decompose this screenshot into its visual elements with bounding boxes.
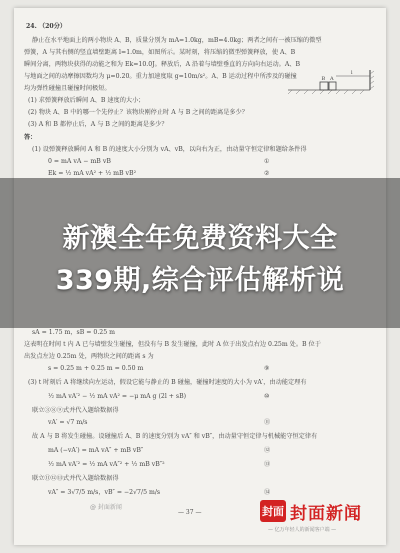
- intro-line: 弹簧，A 与其右侧的竖直墙壁距离 l=1.0m，如图所示。某时刻，将压缩的微型弹簧释放，使 A、B: [24, 49, 296, 56]
- eq-number: ⑬: [264, 461, 271, 468]
- question-label: 24. （20分）: [26, 23, 67, 30]
- intro-line: 与地面之间的动摩擦因数均为 μ=0.20。重力加速度取 g=10m/s²。A、B 运动过程中所涉及的碰撞: [24, 73, 297, 80]
- equation: ½ mA vA′² = ½ mA vA″² + ½ mB vB″²: [48, 461, 165, 468]
- banner-title-line-1: 新澳全年免费资料大全: [62, 223, 338, 254]
- sub-question: (1) 求弹簧释放后瞬间 A、B 速度的大小；: [28, 97, 145, 104]
- solution-line: (1) 设弹簧释放瞬间 A 和 B 的速度大小分别为 vA、vB，以向右为正，由动量守恒定律和题给条件得: [32, 146, 307, 153]
- eq-number: ⑩: [264, 393, 270, 400]
- eq-number: ⑫: [264, 447, 271, 454]
- solution-line: 出发点左边 0.25m 处，两物块之间的距离 s 为: [24, 353, 154, 360]
- solution-line: 故 A 与 B 将发生碰撞。设碰撞后 A、B 的速度分别为 vA″ 和 vB″，由动量守恒定律与机械能守恒定律有: [32, 433, 318, 440]
- solution-line: sA = 1.75 m，sB = 0.25 m: [32, 329, 116, 336]
- page-number: — 37 —: [178, 509, 202, 516]
- banner-title-line-2: 339期,综合评估解析说: [55, 265, 345, 296]
- title-banner: [0, 178, 400, 328]
- solution-line: (3) t 时刻后 A 将继续向左运动，假设它能与静止的 B 碰撞，碰撞时速度的大小为 vA′，由动能定理有: [28, 379, 307, 386]
- equation: vA′ = √7 m/s: [48, 419, 88, 426]
- figure-label-a: A: [330, 76, 334, 82]
- eq-number: ⑨: [264, 365, 270, 372]
- source-logo: [260, 497, 382, 525]
- equation: s = 0.25 m + 0.25 m = 0.50 m: [48, 365, 144, 372]
- intro-line: 瞬间分离，两物块获得的动能之和为 Ek=10.0J。释放后，A 沿着与墙壁垂直的方向向右运动。A、B: [24, 61, 301, 68]
- eq-number: ①: [264, 158, 270, 165]
- figure-label-distance: l: [351, 70, 353, 76]
- solution-line: 联立⑪⑫⑬式并代入题给数据得: [32, 475, 119, 482]
- sub-question: (2) 物块 A、B 中的哪一个先停止？该物块刚停止时 A 与 B 之间的距离是多少？: [28, 109, 248, 116]
- figure-label-b: B: [321, 76, 326, 82]
- block-wall-figure: [284, 66, 380, 98]
- solution-line: 联立③⑧⑨式并代入题给数据得: [32, 407, 119, 414]
- logo-mark-icon: 封面: [260, 500, 286, 522]
- equation: 0 = mA vA − mB vB: [48, 158, 111, 165]
- source-name: 封面新闻: [290, 503, 362, 524]
- equation: vA″ = 3√7/5 m/s，vB″ = −2√7/5 m/s: [48, 489, 161, 496]
- watermark-text: @ 封面新闻: [90, 504, 122, 511]
- equation: Ek = ½ mA vA² + ½ mB vB²: [48, 170, 137, 177]
- sub-question: (3) A 和 B 都停止后，A 与 B 之间的距离是多少？: [28, 121, 168, 128]
- solution-line: 这表明在时间 t 内 A 已与墙壁发生碰撞，但没有与 B 发生碰撞，此时 A 位于出发点右边 0.25m 处。B 位于: [24, 341, 321, 348]
- eq-number: ⑪: [264, 419, 271, 426]
- equation: mA (−vA′) = mA vA″ + mB vB″: [48, 447, 144, 454]
- source-slogan: — 亿万年轻人的新闻客户端 —: [268, 527, 337, 533]
- equation: ½ mA vA′² − ½ mA vA² = −μ mA g (2l + sB): [48, 393, 187, 400]
- intro-line: 静止在水平地面上的两小物块 A、B，质量分别为 mA=1.0kg，mB=4.0kg；两者之间有一被压缩的微型: [32, 37, 322, 44]
- intro-line: 均为弹性碰撞且碰撞时间极短。: [24, 85, 111, 92]
- eq-number: ②: [264, 170, 270, 177]
- answer-label: 答：: [24, 134, 37, 141]
- eq-number: ⑭: [264, 489, 271, 496]
